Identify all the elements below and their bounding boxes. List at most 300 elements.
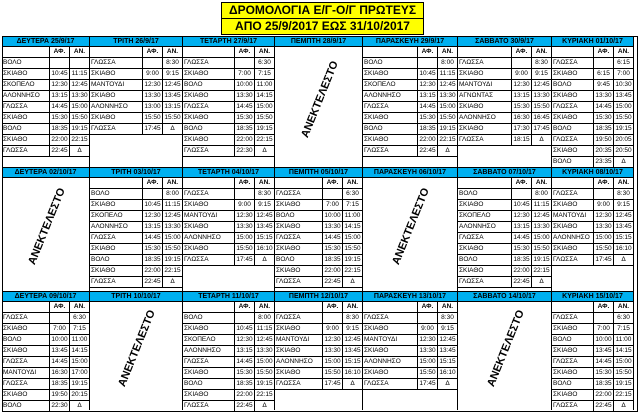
departure-column-header: ΑΦ. xyxy=(143,178,163,189)
schedule-row xyxy=(552,113,633,124)
schedule-row xyxy=(552,335,633,346)
port-name: ΣΚΙΑΘΟ xyxy=(458,69,512,80)
schedule-row xyxy=(552,233,633,244)
departure-time: 12:30 xyxy=(50,80,70,91)
column-header-row xyxy=(2,47,89,58)
schedule-row xyxy=(90,211,182,222)
arrival-time: 15:00 xyxy=(614,357,634,368)
arrival-time: 22:15 xyxy=(255,135,275,146)
port-name: ΣΚΙΑΘΟ xyxy=(183,69,235,80)
day-column xyxy=(90,36,183,167)
port-name: ΒΟΛΟ xyxy=(458,255,512,266)
departure-time: 18:35 xyxy=(594,124,614,135)
arrival-time: 13:45 xyxy=(255,222,275,233)
port-name: ΓΛΩΣΣΑ xyxy=(90,233,143,244)
schedule-row xyxy=(183,222,274,233)
schedule-row xyxy=(363,124,457,135)
departure-time: 18:35 xyxy=(50,124,70,135)
port-name: ΓΛΩΣΣΑ xyxy=(552,401,594,412)
cancelled-label: ΑΝΕΚΤΕΛΕΣΤΟ xyxy=(116,307,158,388)
port-name: ΣΚΙΑΘΟ xyxy=(2,346,50,357)
port-name: ΣΚΙΑΘΟ xyxy=(2,324,50,335)
arrival-time xyxy=(70,58,90,69)
day-header: ΔΕΥΤΕΡΑ 25/9/17 xyxy=(2,36,89,47)
schedule-row xyxy=(183,255,274,266)
port-name: ΒΟΛΟ xyxy=(183,313,235,324)
schedule-table xyxy=(90,47,182,135)
day-header: ΣΑΒΒΑΤΟ 14/10/17 xyxy=(458,291,551,302)
port-name: ΓΛΩΣΣΑ xyxy=(183,102,235,113)
schedule-row xyxy=(2,135,89,146)
arrival-time: 15:00 xyxy=(70,102,90,113)
departure-time xyxy=(418,58,438,69)
port-column-header xyxy=(183,47,235,58)
schedule-row xyxy=(275,313,362,324)
arrival-time: 8:30 xyxy=(532,58,552,69)
port-name: ΣΚΙΑΘΟ xyxy=(2,390,50,401)
departure-time: 20:35 xyxy=(594,146,614,157)
port-column-header xyxy=(2,47,50,58)
departure-time: 9:45 xyxy=(594,80,614,91)
schedule-row xyxy=(275,255,362,266)
departure-time: 7:00 xyxy=(50,324,70,335)
arrival-time: 22:15 xyxy=(614,390,634,401)
schedule-row xyxy=(2,124,89,135)
arrival-time: 12:45 xyxy=(343,335,363,346)
schedule-table xyxy=(363,47,457,157)
schedule-row xyxy=(90,113,182,124)
port-name: ΣΚΙΑΘΟ xyxy=(275,324,323,335)
departure-time: 10:45 xyxy=(143,200,163,211)
departure-time: 13:30 xyxy=(323,222,343,233)
departure-time: 13:30 xyxy=(418,346,438,357)
port-name: ΓΛΩΣΣΑ xyxy=(2,357,50,368)
arrival-time: 13:15 xyxy=(163,102,183,113)
day-column xyxy=(458,167,552,291)
port-name: ΜΑΝΤΟΥΔΙ xyxy=(363,335,418,346)
arrival-time: 15:00 xyxy=(255,102,275,113)
schedule-row xyxy=(363,80,457,91)
arrival-time: 13:45 xyxy=(163,91,183,102)
schedule-row xyxy=(183,58,274,69)
port-column-header xyxy=(275,302,323,313)
departure-time: 17:45 xyxy=(594,255,614,266)
departure-time xyxy=(235,58,255,69)
day-header: ΚΥΡΙΑΚΗ 01/10/17 xyxy=(552,36,633,47)
schedule-row xyxy=(90,233,182,244)
day-column xyxy=(275,36,363,167)
arrival-time: 15:50 xyxy=(614,368,634,379)
departure-time: 15:30 xyxy=(50,113,70,124)
departure-time: 17:30 xyxy=(512,124,532,135)
day-header: ΣΑΒΒΑΤΟ 30/9/17 xyxy=(458,36,551,47)
port-name: ΓΛΩΣΣΑ xyxy=(275,379,323,390)
arrival-time: 11:15 xyxy=(532,200,552,211)
schedule-row xyxy=(183,401,274,412)
port-name: ΣΚΙΑΘΟ xyxy=(90,266,143,277)
port-name: ΣΚΙΑΘΟ xyxy=(363,346,418,357)
departure-time: 9:00 xyxy=(594,200,614,211)
arrival-time: 20:50 xyxy=(614,146,634,157)
arrival-time: 19:15 xyxy=(614,124,634,135)
day-column xyxy=(183,167,275,291)
schedule-row xyxy=(2,368,89,379)
port-name: ΑΛΟΝΝΗΣΟ xyxy=(2,91,50,102)
port-name: ΜΑΝΤΟΥΔΙ xyxy=(552,211,594,222)
port-name: ΣΚΙΑΘΟ xyxy=(275,222,323,233)
arrival-time: 12:45 xyxy=(163,80,183,91)
port-name: ΑΛΟΝΝΗΣΟ xyxy=(363,91,418,102)
port-name: ΣΚΙΑΘΟ xyxy=(275,200,323,211)
schedule-row xyxy=(552,58,633,69)
port-name: ΓΛΩΣΣΑ xyxy=(552,189,594,200)
arrival-time: 19:15 xyxy=(614,379,634,390)
day-column xyxy=(2,167,90,291)
date-range: ΑΠΟ 25/9/2017 ΕΩΣ 31/10/2017 xyxy=(221,18,424,35)
port-name: ΓΛΩΣΣΑ xyxy=(552,58,594,69)
port-column-header xyxy=(552,178,594,189)
schedule-row xyxy=(552,124,633,135)
day-header: ΠΕΜΠΤΗ 05/10/17 xyxy=(275,167,362,178)
day-column xyxy=(363,167,458,291)
departure-time: 18:35 xyxy=(235,124,255,135)
arrival-time: 6:30 xyxy=(614,313,634,324)
departure-time: 12:30 xyxy=(512,211,532,222)
schedule-row xyxy=(183,346,274,357)
arrival-time: 8:00 xyxy=(438,58,458,69)
departure-time: 14:45 xyxy=(418,102,438,113)
departure-time: 9:00 xyxy=(323,324,343,335)
schedule-row xyxy=(458,189,551,200)
day-header: ΠΑΡΑΣΚΕΥΗ 29/9/17 xyxy=(363,36,457,47)
port-name: ΓΛΩΣΣΑ xyxy=(183,357,235,368)
departure-column-header: ΑΦ. xyxy=(512,178,532,189)
column-header-row xyxy=(275,302,362,313)
arrival-time: 14:15 xyxy=(343,222,363,233)
arrival-time: 15:00 xyxy=(255,357,275,368)
schedule-row xyxy=(363,324,457,335)
departure-time: 22:45 xyxy=(50,146,70,157)
schedule-row xyxy=(552,91,633,102)
port-name: ΣΚΙΑΘΟ xyxy=(458,244,512,255)
arrival-time: 7:15 xyxy=(614,324,634,335)
departure-time: 15:50 xyxy=(418,368,438,379)
arrival-column-header: ΑΝ. xyxy=(163,178,183,189)
day-column xyxy=(552,291,634,410)
port-name: ΣΚΙΑΘΟ xyxy=(458,200,512,211)
port-name: ΣΚΙΑΘΟ xyxy=(552,69,594,80)
departure-time: 19:50 xyxy=(50,390,70,401)
arrival-time: Δ xyxy=(438,379,458,390)
port-name: ΣΚΙΑΘΟ xyxy=(552,346,594,357)
schedule-table xyxy=(2,47,89,157)
schedule-row xyxy=(183,313,274,324)
arrival-time: 12:45 xyxy=(614,211,634,222)
schedule-row xyxy=(363,113,457,124)
arrival-column-header: ΑΝ. xyxy=(614,47,634,58)
port-name: ΣΚΙΑΘΟ xyxy=(90,200,143,211)
day-header: ΚΥΡΙΑΚΗ 15/10/17 xyxy=(552,291,633,302)
schedule-row xyxy=(90,200,182,211)
schedule-row xyxy=(552,255,633,266)
schedule-row xyxy=(2,379,89,390)
departure-time xyxy=(235,313,255,324)
schedule-row xyxy=(458,277,551,288)
departure-time: 22:00 xyxy=(512,266,532,277)
port-column-header xyxy=(183,178,235,189)
column-header-row xyxy=(2,302,89,313)
departure-time: 14:45 xyxy=(594,102,614,113)
arrival-time: 15:50 xyxy=(255,368,275,379)
departure-time xyxy=(594,189,614,200)
departure-time: 10:45 xyxy=(418,69,438,80)
port-name: ΣΚΙΑΘΟ xyxy=(363,135,418,146)
port-column-header xyxy=(90,47,143,58)
departure-time: 12:30 xyxy=(418,80,438,91)
departure-time: 10:00 xyxy=(323,211,343,222)
schedule-table xyxy=(275,178,362,288)
port-name: ΣΚΙΑΘΟ xyxy=(90,113,143,124)
arrival-time: 15:50 xyxy=(532,244,552,255)
cancelled-label: ΑΝΕΚΤΕΛΕΣΤΟ xyxy=(484,307,527,388)
schedule-row xyxy=(90,69,182,80)
arrival-time: 15:00 xyxy=(438,102,458,113)
schedule-row xyxy=(552,324,633,335)
departure-time: 18:35 xyxy=(594,379,614,390)
day-header: ΚΥΡΙΑΚΗ 08/10/17 xyxy=(552,167,633,178)
departure-column-header: ΑΦ. xyxy=(418,302,438,313)
departure-time xyxy=(235,189,255,200)
day-header: ΠΑΡΑΣΚΕΥΗ 06/10/17 xyxy=(363,167,457,178)
arrival-time: 22:15 xyxy=(532,266,552,277)
schedule-row xyxy=(183,379,274,390)
day-header: ΤΕΤΑΡΤΗ 27/9/17 xyxy=(183,36,274,47)
schedule-row xyxy=(90,266,182,277)
port-name: ΣΚΟΠΕΛΟ xyxy=(90,211,143,222)
port-name: ΒΟΛΟ xyxy=(458,189,512,200)
port-name: ΣΚΙΑΘΟ xyxy=(183,244,235,255)
schedule-row xyxy=(458,200,551,211)
schedule-row xyxy=(90,277,182,288)
departure-time: 12:30 xyxy=(143,211,163,222)
schedule-row xyxy=(183,324,274,335)
arrival-time: 15:15 xyxy=(343,357,363,368)
week-block xyxy=(2,291,638,410)
port-name: ΒΟΛΟ xyxy=(2,401,50,412)
departure-time: 12:30 xyxy=(594,211,614,222)
departure-time: 18:35 xyxy=(143,255,163,266)
schedule-row xyxy=(2,357,89,368)
arrival-time: 15:50 xyxy=(614,113,634,124)
schedule-row xyxy=(363,346,457,357)
day-column xyxy=(183,36,275,167)
day-column xyxy=(2,36,90,167)
port-name: ΓΛΩΣΣΑ xyxy=(458,233,512,244)
schedule-row xyxy=(552,222,633,233)
day-header: ΔΕΥΤΕΡΑ 02/10/17 xyxy=(2,167,89,178)
schedule-row xyxy=(552,244,633,255)
port-name: ΣΚΙΑΘΟ xyxy=(275,266,323,277)
schedule-row xyxy=(183,211,274,222)
port-name: ΑΛΟΝΝΗΣΟ xyxy=(183,233,235,244)
schedule-table xyxy=(183,47,274,157)
departure-time: 10:00 xyxy=(594,335,614,346)
column-header-row xyxy=(90,47,182,58)
departure-time: 13:15 xyxy=(418,91,438,102)
departure-time: 15:30 xyxy=(235,368,255,379)
arrival-time: 9:15 xyxy=(532,69,552,80)
departure-time: 15:00 xyxy=(594,233,614,244)
arrival-time: 22:15 xyxy=(438,135,458,146)
departure-time: 22:45 xyxy=(418,146,438,157)
departure-time xyxy=(512,58,532,69)
arrival-time: 11:15 xyxy=(255,324,275,335)
port-column-header xyxy=(552,302,594,313)
arrival-time: 15:15 xyxy=(438,357,458,368)
schedule-table xyxy=(90,178,182,288)
departure-time: 15:50 xyxy=(143,113,163,124)
schedule-row xyxy=(458,102,551,113)
departure-time: 13:30 xyxy=(594,91,614,102)
port-name: ΒΟΛΟ xyxy=(183,379,235,390)
arrival-column-header: ΑΝ. xyxy=(438,47,458,58)
arrival-time: 8:30 xyxy=(438,313,458,324)
port-name: ΒΟΛΟ xyxy=(552,379,594,390)
port-name: ΓΛΩΣΣΑ xyxy=(90,58,143,69)
day-header: ΤΡΙΤΗ 10/10/17 xyxy=(90,291,182,302)
schedule-row xyxy=(275,200,362,211)
port-name: ΣΚΙΑΘΟ xyxy=(90,244,143,255)
schedule-row xyxy=(90,80,182,91)
arrival-time: 13:30 xyxy=(438,91,458,102)
schedule-row xyxy=(552,200,633,211)
port-name: ΓΛΩΣΣΑ xyxy=(90,124,143,135)
port-name: ΓΛΩΣΣΑ xyxy=(2,379,50,390)
column-header-row xyxy=(363,47,457,58)
schedule-row xyxy=(275,368,362,379)
schedule-row xyxy=(458,233,551,244)
arrival-time: 7:15 xyxy=(343,200,363,211)
port-name: ΣΚΙΑΘΟ xyxy=(552,146,594,157)
cancelled-label: ΑΝΕΚΤΕΛΕΣΤΟ xyxy=(298,58,341,139)
day-header: ΔΕΥΤΕΡΑ 09/10/17 xyxy=(2,291,89,302)
schedule-row xyxy=(552,390,633,401)
arrival-time: Δ xyxy=(614,255,634,266)
port-name: ΣΚΙΑΘΟ xyxy=(363,69,418,80)
schedule-row xyxy=(552,379,633,390)
departure-time: 15:30 xyxy=(594,368,614,379)
cancelled-label: ΑΝΕΚΤΕΛΕΣΤΟ xyxy=(25,186,68,267)
day-column xyxy=(552,167,634,291)
departure-time: 10:45 xyxy=(512,200,532,211)
arrival-time: 17:45 xyxy=(532,124,552,135)
arrival-time: 15:00 xyxy=(532,233,552,244)
schedule-row xyxy=(90,244,182,255)
departure-time: 7:00 xyxy=(323,200,343,211)
port-name: ΓΛΩΣΣΑ xyxy=(552,255,594,266)
port-name: ΓΛΩΣΣΑ xyxy=(90,277,143,288)
arrival-column-header: ΑΝ. xyxy=(438,302,458,313)
column-header-row xyxy=(552,178,633,189)
schedule-row xyxy=(552,102,633,113)
port-name: ΜΑΝΤΟΥΔΙ xyxy=(2,368,50,379)
port-name: ΒΟΛΟ xyxy=(2,335,50,346)
arrival-time: 12:45 xyxy=(163,211,183,222)
arrival-time: 8:30 xyxy=(255,189,275,200)
schedule-row xyxy=(552,368,633,379)
arrival-time: 13:45 xyxy=(614,222,634,233)
arrival-time: 9:15 xyxy=(255,200,275,211)
arrival-column-header: ΑΝ. xyxy=(614,178,634,189)
day-column xyxy=(363,291,458,410)
schedule-row xyxy=(552,401,633,412)
arrival-time: 15:50 xyxy=(438,113,458,124)
port-column-header xyxy=(552,47,594,58)
arrival-time: 7:15 xyxy=(255,69,275,80)
port-name: ΣΚΙΑΘΟ xyxy=(552,368,594,379)
day-header: ΠΕΜΠΤΗ 28/9/17 xyxy=(275,36,362,47)
departure-time: 14:45 xyxy=(235,357,255,368)
arrival-time: 16:45 xyxy=(532,113,552,124)
schedule-row xyxy=(275,324,362,335)
arrival-time: 15:50 xyxy=(163,244,183,255)
arrival-time: 9:15 xyxy=(438,324,458,335)
departure-column-header: ΑΦ. xyxy=(50,47,70,58)
port-name: ΒΟΛΟ xyxy=(90,255,143,266)
schedule-row xyxy=(552,146,633,157)
departure-column-header: ΑΦ. xyxy=(235,47,255,58)
arrival-time: Δ xyxy=(343,277,363,288)
port-name: ΓΛΩΣΣΑ xyxy=(275,277,323,288)
arrival-column-header: ΑΝ. xyxy=(532,178,552,189)
port-name: ΓΛΩΣΣΑ xyxy=(275,233,323,244)
arrival-time: 22:15 xyxy=(255,390,275,401)
port-name: ΣΚΙΑΘΟ xyxy=(552,324,594,335)
port-name: ΒΟΛΟ xyxy=(363,124,418,135)
port-name: ΑΛΟΝΝΗΣΟ xyxy=(275,357,323,368)
schedule-row xyxy=(90,91,182,102)
schedule-row xyxy=(552,69,633,80)
arrival-time: 8:00 xyxy=(163,189,183,200)
day-column xyxy=(458,291,552,410)
schedule-row xyxy=(275,189,362,200)
arrival-column-header: ΑΝ. xyxy=(255,178,275,189)
schedule-row xyxy=(458,135,551,146)
arrival-column-header: ΑΝ. xyxy=(70,302,90,313)
column-header-row xyxy=(458,178,551,189)
column-header-row xyxy=(458,47,551,58)
schedule-row xyxy=(458,124,551,135)
schedule-table xyxy=(2,302,89,412)
schedule-row xyxy=(363,313,457,324)
arrival-time: 19:15 xyxy=(438,124,458,135)
schedule-row xyxy=(2,346,89,357)
departure-time xyxy=(594,313,614,324)
schedule-row xyxy=(2,324,89,335)
day-header: ΠΑΡΑΣΚΕΥΗ 13/10/17 xyxy=(363,291,457,302)
schedule-row xyxy=(552,357,633,368)
departure-time: 13:15 xyxy=(512,222,532,233)
schedule-table xyxy=(458,178,551,288)
departure-time: 15:30 xyxy=(594,113,614,124)
schedule-row xyxy=(183,135,274,146)
arrival-time: 9:15 xyxy=(614,200,634,211)
column-header-row xyxy=(275,178,362,189)
schedule-row xyxy=(2,113,89,124)
schedule-row xyxy=(90,58,182,69)
departure-time: 16:30 xyxy=(512,113,532,124)
port-name: ΒΟΛΟ xyxy=(90,189,143,200)
